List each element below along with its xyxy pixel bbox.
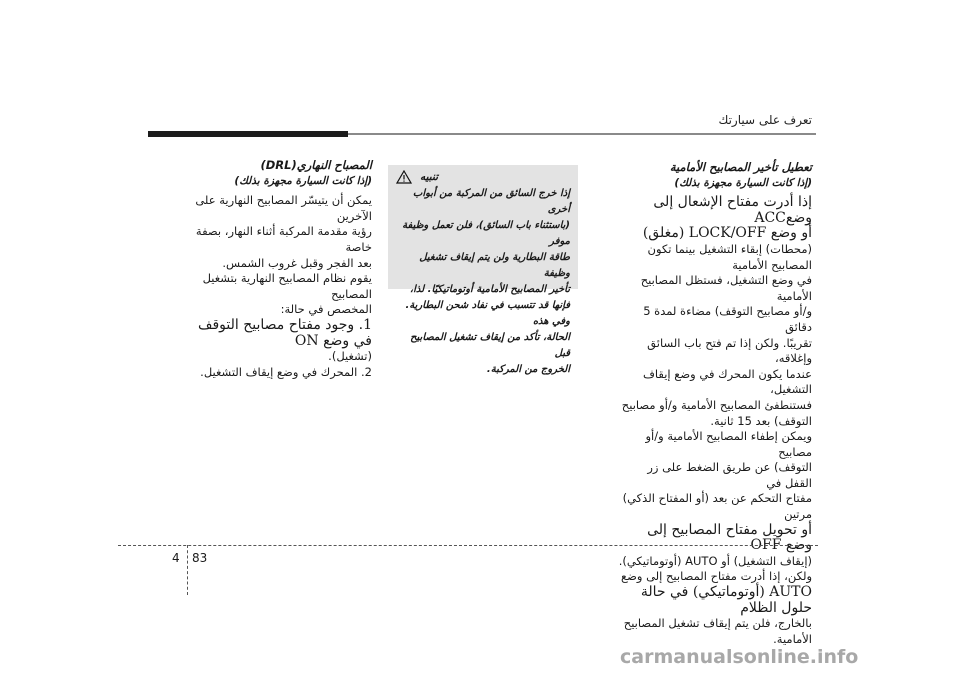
- paragraph-line: أو تحويل مفتاح المصابيح إلى وضع OFF: [647, 521, 812, 554]
- header-title: تعرف على سيارتك: [718, 113, 812, 127]
- paragraph-line: في وضع التشغيل، فستظل المصابيح الأمامية: [640, 273, 812, 303]
- caution-header: [396, 169, 570, 185]
- warning-triangle-icon: [396, 170, 412, 184]
- section-title: المصباح النهاري(DRL): [260, 158, 372, 172]
- paragraph-line: بعد الفجر وقبل غروب الشمس.: [222, 255, 372, 270]
- header-rule-thick: [148, 131, 348, 137]
- paragraph-line: تقريبًا. ولكن إذا تم فتح باب السائق وإغلاقه،: [647, 335, 812, 366]
- list-item: 2. المحرك في وضع إيقاف التشغيل.: [200, 364, 372, 379]
- list-item: (تشغيل).: [328, 349, 372, 364]
- paragraph-line: يمكن أن يتيسّر المصابيح النهارية على الآخرين: [195, 193, 372, 223]
- paragraph-line: ويمكن إطفاء المصابيح الأمامية و/أو مصابيح: [645, 429, 812, 459]
- paragraph-line: المخصص في حالة:: [280, 302, 372, 317]
- paragraph-line: التوقف) عن طريق الضغط على زر القفل في: [647, 460, 812, 490]
- right-column: [617, 160, 812, 647]
- paragraph-line: التوقف) بعد 15 ثانية.: [710, 413, 812, 428]
- paragraph-line: AUTO (أوتوماتيكي) في حالة حلول الظلام: [640, 584, 812, 616]
- paragraph-line: (محطات) إبقاء التشغيل بينما تكون المصابيح الأمامية: [647, 241, 812, 272]
- section-subtitle: (إذا كانت السيارة مجهزة بذلك): [674, 176, 812, 189]
- left-column: [177, 158, 372, 380]
- paragraph-line: أو وضع LOCK/OFF (مغلق): [642, 225, 812, 242]
- paragraph-line: و/أو مصابيح التوقف) مضاءة لمدة 5 دقائق: [643, 304, 812, 334]
- list-item: 1. وجود مفتاح مصابيح التوقف في وضع ON: [197, 316, 372, 349]
- caution-line: (باستثناء باب السائق)، فلن تعمل وظيفة موفر: [402, 220, 570, 247]
- caution-box: [388, 165, 578, 375]
- page-number: 83: [192, 551, 208, 565]
- caution-line: إذا خرج السائق من المركبة من أبواب أخرى: [412, 188, 570, 215]
- caution-line: الحالة، تأكد من إيقاف تشغيل المصابيح قبل: [410, 332, 570, 359]
- section-title: تعطيل تأخير المصابيح الأمامية: [669, 160, 812, 174]
- watermark: carmanualsonline.info: [620, 646, 859, 668]
- paragraph-line: عندما يكون المحرك في وضع إيقاف التشغيل،: [642, 366, 812, 397]
- paragraph-line: الأمامية.: [773, 631, 812, 646]
- paragraph-line: إذا أدرت مفتاح الإشعال إلى وضعACC: [653, 194, 812, 226]
- caution-label: تنبيه: [420, 171, 439, 183]
- paragraph-line: رؤية مقدمة المركبة أثناء النهار، بصفة خاصة: [195, 224, 372, 254]
- paragraph-line: ولكن، إذا أدرت مفتاح المصابيح إلى وضع: [620, 569, 812, 584]
- caution-line: فإنها قد تتسبب في نفاد شحن البطارية. وفي هذه: [405, 300, 570, 327]
- paragraph-line: (إيقاف التشغيل) أو AUTO (أوتوماتيكي).: [618, 553, 812, 568]
- caution-line: طاقة البطارية ولن يتم إيقاف تشغيل وظيفة: [419, 252, 570, 279]
- footer-divider: [187, 545, 188, 595]
- paragraph-line: يقوم نظام المصابيح النهارية بتشغيل المصابيح: [202, 271, 372, 301]
- caution-line: تأخير المصابيح الأمامية أوتوماتيكيًا. لذا،: [409, 284, 570, 295]
- header-rule-thin: [348, 133, 816, 135]
- caution-line: الخروج من المركبة.: [486, 364, 570, 375]
- paragraph-line: فستنطفئ المصابيح الأمامية و/أو مصابيح: [621, 397, 812, 412]
- section-subtitle: (إذا كانت السيارة مجهزة بذلك): [234, 174, 372, 187]
- footer-rule: [118, 545, 818, 546]
- paragraph-line: مفتاح التحكم عن بعد (أو المفتاح الذكي) مرتين: [622, 491, 812, 522]
- section-number: 4: [172, 551, 180, 565]
- paragraph-line: بالخارج، فلن يتم إيقاف تشغيل المصابيح: [623, 616, 812, 631]
